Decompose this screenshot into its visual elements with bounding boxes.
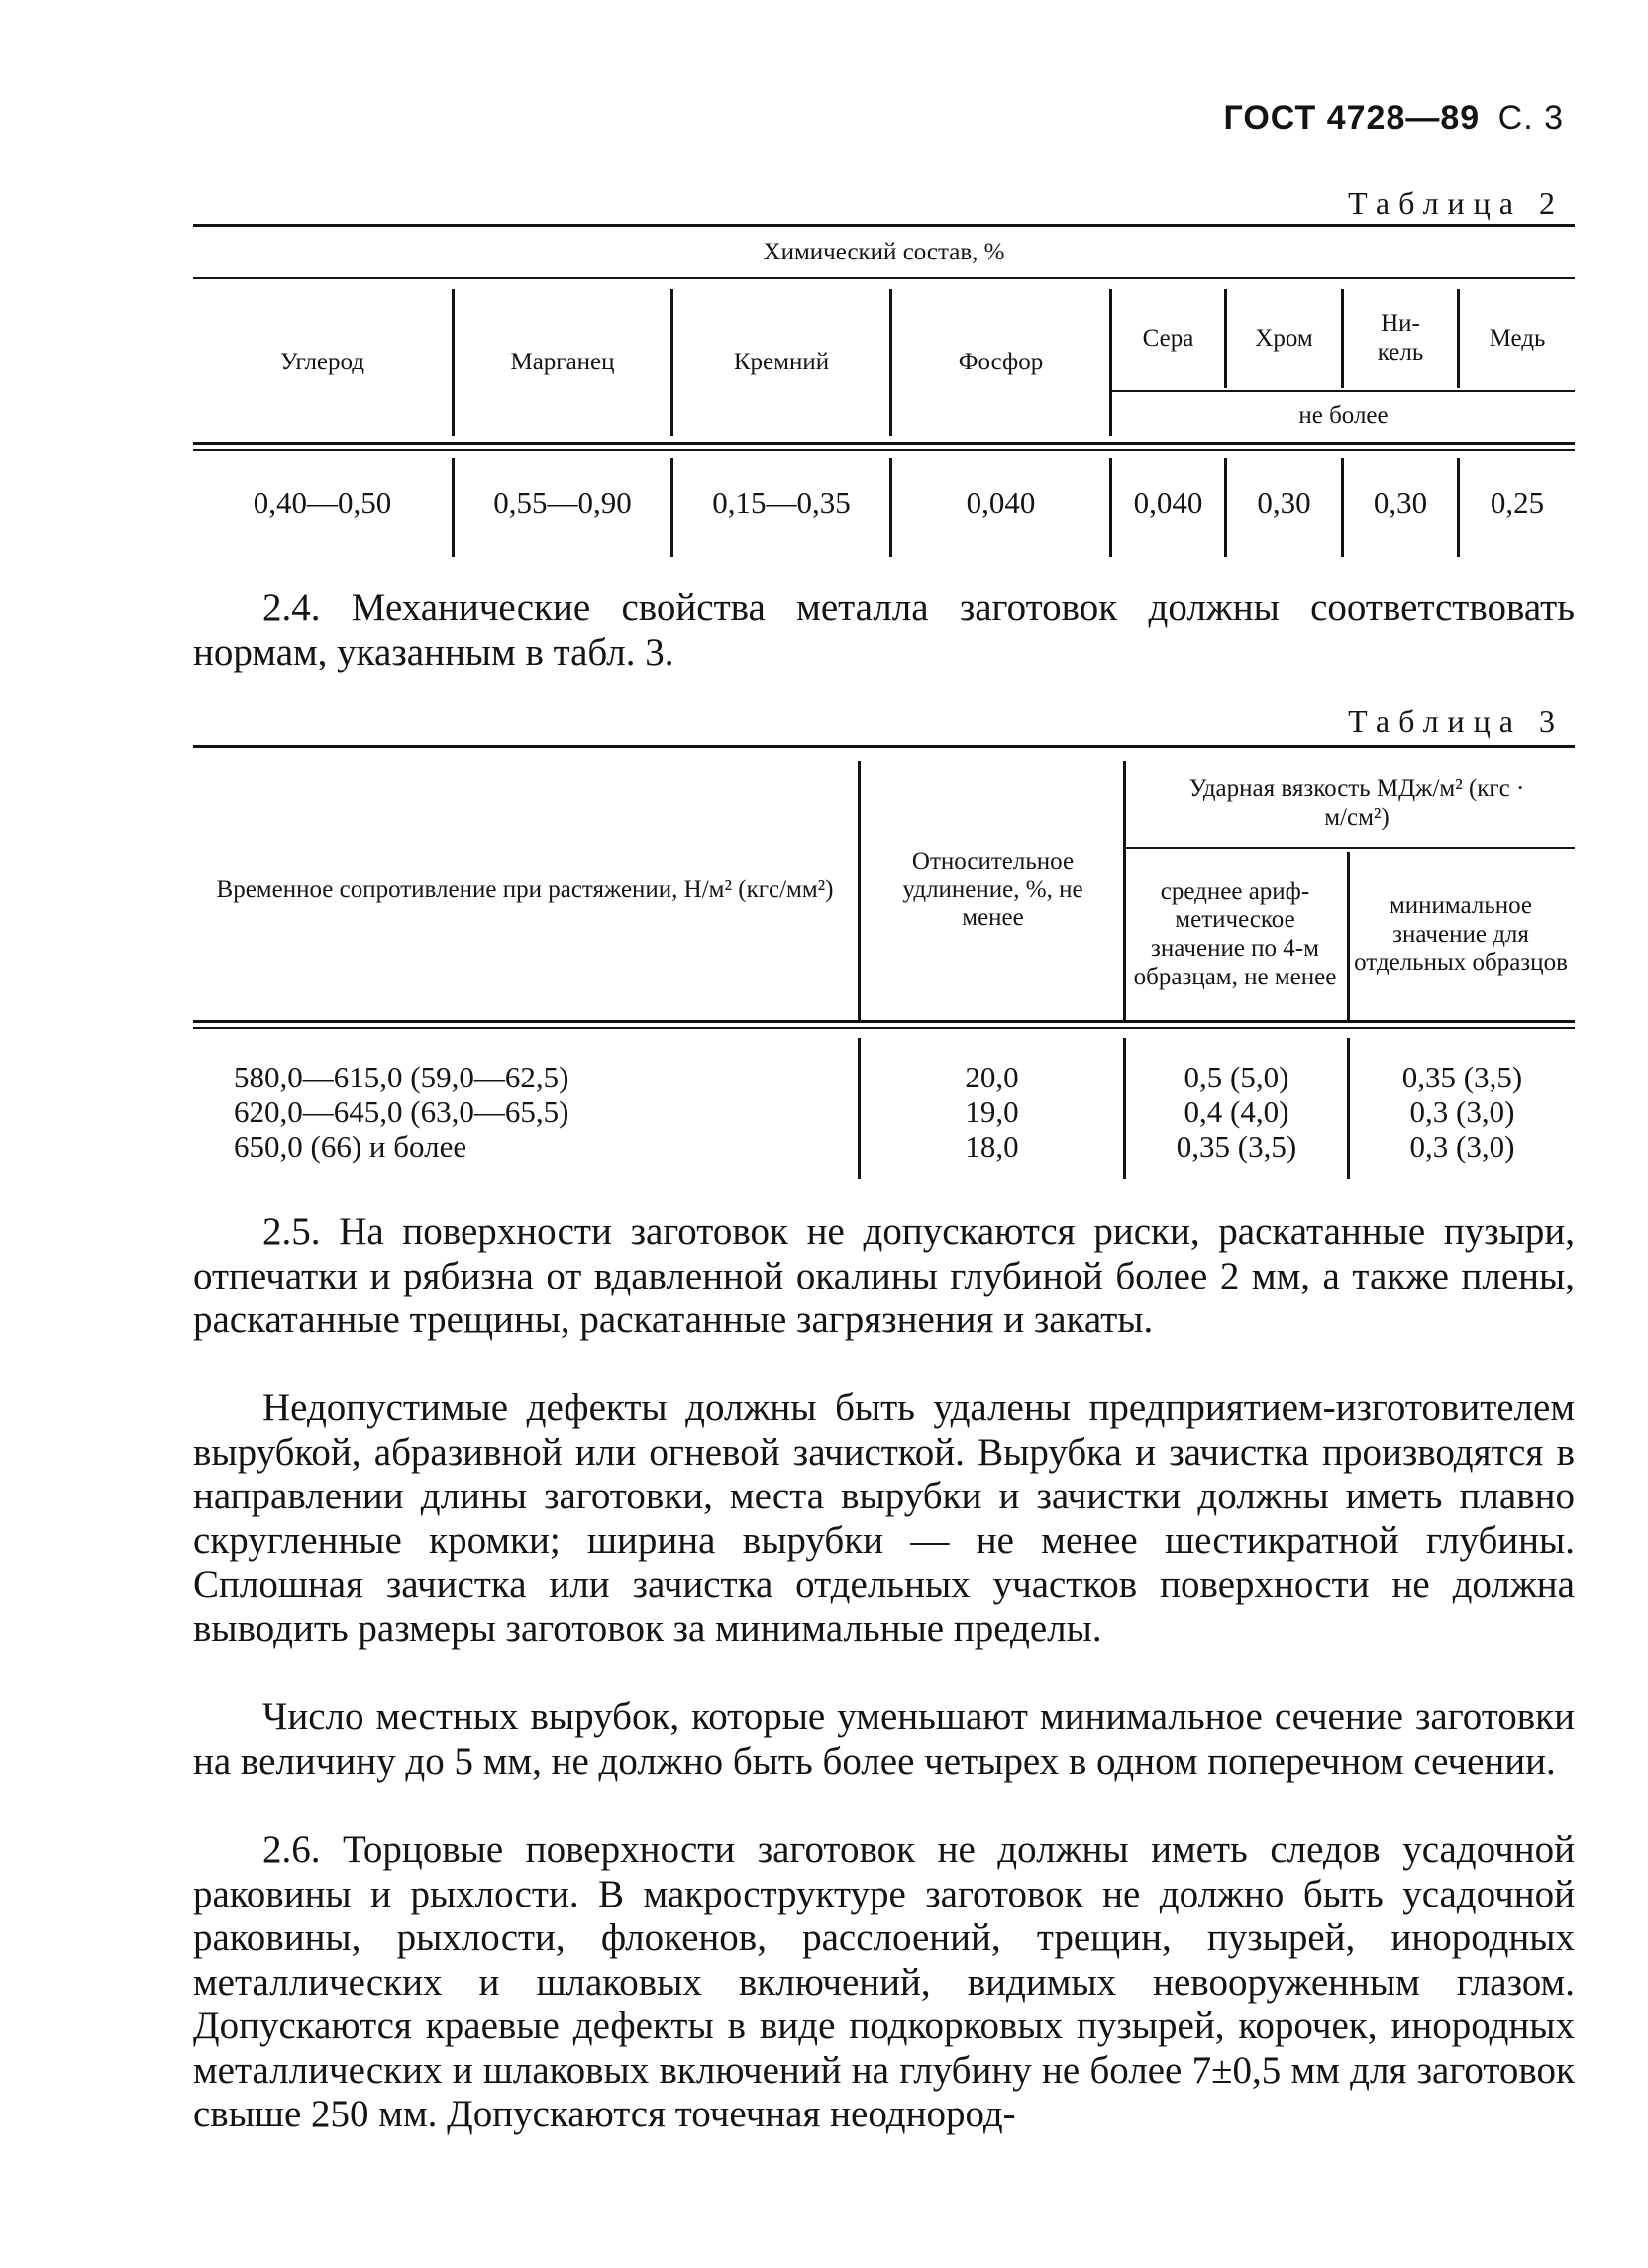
- table2-header-manganese: Марганец: [510, 348, 615, 375]
- table3-impact-rule: [1126, 847, 1575, 849]
- table2-subheader-rule: [1112, 390, 1575, 392]
- table3-minimum-value: 0,3 (3,0): [1409, 1094, 1515, 1129]
- table3-strength-value: 650,0 (66) и более: [234, 1129, 467, 1164]
- table3-header-strength: Временное сопротивление при растяжении, Н/м² (кгс/мм²): [216, 876, 834, 903]
- table2-group-rule: [193, 277, 1575, 279]
- table3-elongation-value: 19,0: [965, 1094, 1019, 1129]
- page-header: [1224, 99, 1564, 138]
- table3-col-divider: [1123, 761, 1126, 1020]
- table3-header-rule-2: [193, 1027, 1575, 1029]
- table2-header-rule-1: [193, 442, 1575, 445]
- table2-value-sulfur: 0,040: [1133, 485, 1203, 521]
- table3-header-impact: Ударная вязкость МДж/м² (кгс · м/см²): [1188, 775, 1525, 831]
- paragraph-defects: Недопустимые дефекты должны быть удалены предприятием-изготовителем вырубкой, абразивной или огневой зачисткой. Вырубка и зачистка производятся в направлении длины заготовки, места вырубки и зачистки должны иметь плавно скругленные кромки; ширина вырубки — не менее шестикратной глубины. Сплошная зачистка или зачистка отдельных участков поверхности не должна выводить размеры заготовок за минимальные пределы.: [193, 1387, 1575, 1650]
- table3-header-average: среднее ариф-метическое значение по 4-м образцам, не менее: [1133, 877, 1337, 990]
- table2-header-carbon: Углерод: [279, 348, 365, 375]
- table3-header-rule-1: [193, 1020, 1575, 1023]
- table3-col-divider: [1347, 852, 1350, 1020]
- table3-average-values: [1126, 1060, 1347, 1164]
- table2-group-header: Химический состав, %: [763, 238, 1005, 265]
- table2-value-manganese: 0,55—0,90: [493, 485, 632, 521]
- table3-strength-value: 580,0—615,0 (59,0—62,5): [234, 1060, 569, 1094]
- table2-caption: Таблица 2: [1348, 185, 1564, 221]
- table2-top-rule: [193, 224, 1575, 227]
- table3-elongation-values: [861, 1060, 1123, 1164]
- table3-minimum-value: 0,35 (3,5): [1401, 1060, 1523, 1094]
- table3-average-value: 0,35 (3,5): [1176, 1129, 1297, 1164]
- table3-strength-value: 620,0—645,0 (63,0—65,5): [234, 1094, 569, 1129]
- table2-header-phosphorus: Фосфор: [958, 348, 1044, 375]
- table2-header-nickel: Ни- кель: [1377, 310, 1424, 365]
- table3-average-value: 0,5 (5,0): [1184, 1060, 1289, 1094]
- table2-value-copper: 0,25: [1490, 485, 1545, 521]
- table2-header-chromium: Хром: [1255, 324, 1313, 352]
- table3-strength-values: [234, 1060, 568, 1164]
- table2-value-nickel: 0,30: [1373, 485, 1428, 521]
- table3-elongation-value: 20,0: [965, 1060, 1019, 1094]
- table2-value-phosphorus: 0,040: [966, 485, 1036, 521]
- table2-subheader: не более: [1298, 401, 1389, 429]
- table3-top-rule: [193, 745, 1575, 748]
- table3-minimum-values: [1350, 1060, 1575, 1164]
- table3-caption: Таблица 3: [1348, 703, 1564, 739]
- table3-col-divider: [858, 761, 861, 1020]
- standard-number: ГОСТ 4728—89: [1223, 99, 1481, 137]
- table2-value-carbon: 0,40—0,50: [253, 485, 392, 521]
- table3-elongation-value: 18,0: [965, 1129, 1019, 1164]
- table3-average-value: 0,4 (4,0): [1184, 1094, 1289, 1129]
- paragraph-local-cuts: Число местных вырубок, которые уменьшают минимальное сечение заготовки на величину до 5 мм, не должно быть более четырех в одном поперечном сечении.: [193, 1696, 1575, 1783]
- paragraph-2-5: 2.5. На поверхности заготовок не допускаются риски, раскатанные пузыри, отпечатки и рябизна от вдавленной окалины глубиной более 2 мм, а также плены, раскатанные трещины, раскатанные загрязнения и закаты.: [193, 1210, 1575, 1341]
- table3-minimum-value: 0,3 (3,0): [1409, 1129, 1515, 1164]
- table2-header-silicon: Кремний: [733, 348, 830, 375]
- paragraph-2-4: 2.4. Механические свойства металла заготовок должны соответствовать нормам, указанным в табл. 3.: [193, 586, 1575, 673]
- table3-header-elongation: Относительное удлинение, %, не менее: [902, 847, 1083, 932]
- table2-value-chromium: 0,30: [1257, 485, 1311, 521]
- table2-header-sulfur: Сера: [1142, 324, 1194, 352]
- table2-header-rule-2: [193, 449, 1575, 451]
- table3-header-minimum: минимальное значение для отдельных образцов: [1354, 891, 1568, 977]
- table2-value-silicon: 0,15—0,35: [712, 485, 851, 521]
- page-number: С. 3: [1497, 99, 1564, 137]
- paragraph-2-6: 2.6. Торцовые поверхности заготовок не должны иметь следов усадочной раковины и рыхлости. В макроструктуре заготовок не должно быть усадочной раковины, рыхлости, флокенов, расслоений, трещин, пузырей, инородных металлических и шлаковых включений, видимых невооруженным глазом. Допускаются краевые дефекты в виде подкорковых пузырей, корочек, инородных металлических и шлаковых включений на глубину не более 7±0,5 мм для заготовок свыше 250 мм. Допускаются точечная неоднород-: [193, 1828, 1575, 2135]
- table2-header-copper: Медь: [1489, 324, 1546, 352]
